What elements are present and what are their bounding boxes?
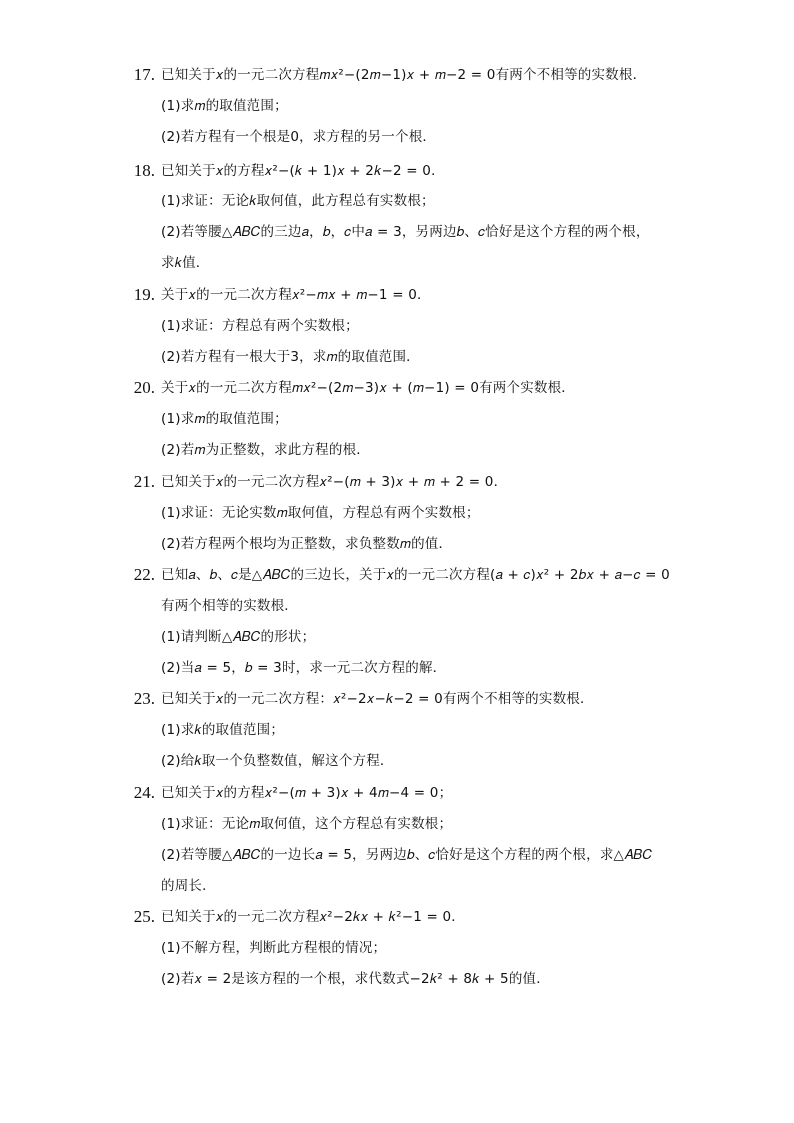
sub-question: (1)不解方程，判断此方程根的情况； bbox=[161, 940, 387, 956]
problem-statement: 已知关于𝑥的方程𝑥²−(𝑚 + 3)𝑥 + 4𝑚−4 = 0； bbox=[161, 785, 453, 801]
sub-question: (2)若𝑥 = 2是该方程的一个根，求代数式−2𝑘² + 8𝑘 + 5的值． bbox=[161, 971, 550, 987]
problem-statement: 已知关于𝑥的方程𝑥²−(𝑘 + 1)𝑥 + 2𝑘−2 = 0． bbox=[161, 163, 445, 179]
sub-question: (2)若方程有一根大于3，求𝑚的取值范围． bbox=[161, 349, 420, 365]
sub-question: (1)求𝑚的取值范围； bbox=[161, 411, 288, 427]
problem-number: 18. bbox=[133, 161, 155, 180]
sub-question: (1)求证：方程总有两个实数根； bbox=[161, 318, 359, 334]
problem-number: 21. bbox=[133, 472, 155, 491]
sub-question-continued: 的周长． bbox=[161, 878, 216, 894]
sub-question: (2)给𝑘取一个负整数值，解这个方程． bbox=[161, 753, 394, 769]
problem-number: 23. bbox=[133, 689, 155, 708]
problem-number: 19. bbox=[133, 285, 155, 304]
problem-number: 25. bbox=[133, 907, 155, 926]
sub-question: (2)若等腰△𝐴𝐵𝐶的一边长𝑎 = 5，另两边𝑏、𝑐恰好是这个方程的两个根，求△𝐴𝐵𝐶 bbox=[161, 847, 653, 863]
sub-question: (2)当𝑎 = 5，𝑏 = 3时，求一元二次方程的解． bbox=[161, 660, 447, 676]
problem-statement-continued: 有两个相等的实数根． bbox=[161, 598, 298, 614]
sub-question: (2)若方程有一个根是0，求方程的另一个根． bbox=[161, 129, 437, 145]
sub-question: (1)求证：无论实数𝑚取何值，方程总有两个实数根； bbox=[161, 505, 480, 521]
problem-statement: 关于𝑥的一元二次方程𝑥²−𝑚𝑥 + 𝑚−1 = 0． bbox=[161, 287, 431, 303]
sub-question: (1)求证：无论𝑘取何值，此方程总有实数根； bbox=[161, 193, 435, 209]
problem-statement: 关于𝑥的一元二次方程𝑚𝑥²−(2𝑚−3)𝑥 + (𝑚−1) = 0有两个实数根． bbox=[161, 380, 576, 396]
sub-question: (1)求𝑚的取值范围； bbox=[161, 98, 288, 114]
problem-statement: 已知关于𝑥的一元二次方程𝑥²−2𝑘𝑥 + 𝑘²−1 = 0． bbox=[161, 909, 465, 925]
sub-question-continued: 求𝑘值． bbox=[161, 255, 210, 271]
problem-number: 22. bbox=[133, 565, 155, 584]
problem-statement: 已知关于𝑥的一元二次方程𝑚𝑥²−(2𝑚−1)𝑥 + 𝑚−2 = 0有两个不相等的实数根． bbox=[161, 67, 647, 83]
problem-statement: 已知关于𝑥的一元二次方程：𝑥²−2𝑥−𝑘−2 = 0有两个不相等的实数根． bbox=[161, 691, 594, 707]
sub-question: (1)求证：无论𝑚取何值，这个方程总有实数根； bbox=[161, 816, 453, 832]
problem-statement: 已知关于𝑥的一元二次方程𝑥²−(𝑚 + 3)𝑥 + 𝑚 + 2 = 0． bbox=[161, 474, 508, 490]
problem-number: 17. bbox=[133, 65, 155, 84]
problem-number: 24. bbox=[133, 783, 155, 802]
problem-number: 20. bbox=[133, 378, 155, 397]
problem-statement: 已知𝑎、𝑏、𝑐是△𝐴𝐵𝐶的三边长，关于𝑥的一元二次方程(𝑎 + 𝑐)𝑥² + 2𝑏𝑥 + 𝑎−𝑐 = 0 bbox=[161, 567, 670, 583]
sub-question: (2)若等腰△𝐴𝐵𝐶的三边𝑎，𝑏，𝑐中𝑎 = 3，另两边𝑏、𝑐恰好是这个方程的两个根， bbox=[161, 224, 650, 240]
sub-question: (1)请判断△𝐴𝐵𝐶的形状； bbox=[161, 629, 316, 645]
sub-question: (1)求𝑘的取值范围； bbox=[161, 722, 285, 738]
sub-question: (2)若方程两个根均为正整数，求负整数𝑚的值． bbox=[161, 536, 453, 552]
sub-question: (2)若𝑚为正整数，求此方程的根． bbox=[161, 442, 370, 458]
